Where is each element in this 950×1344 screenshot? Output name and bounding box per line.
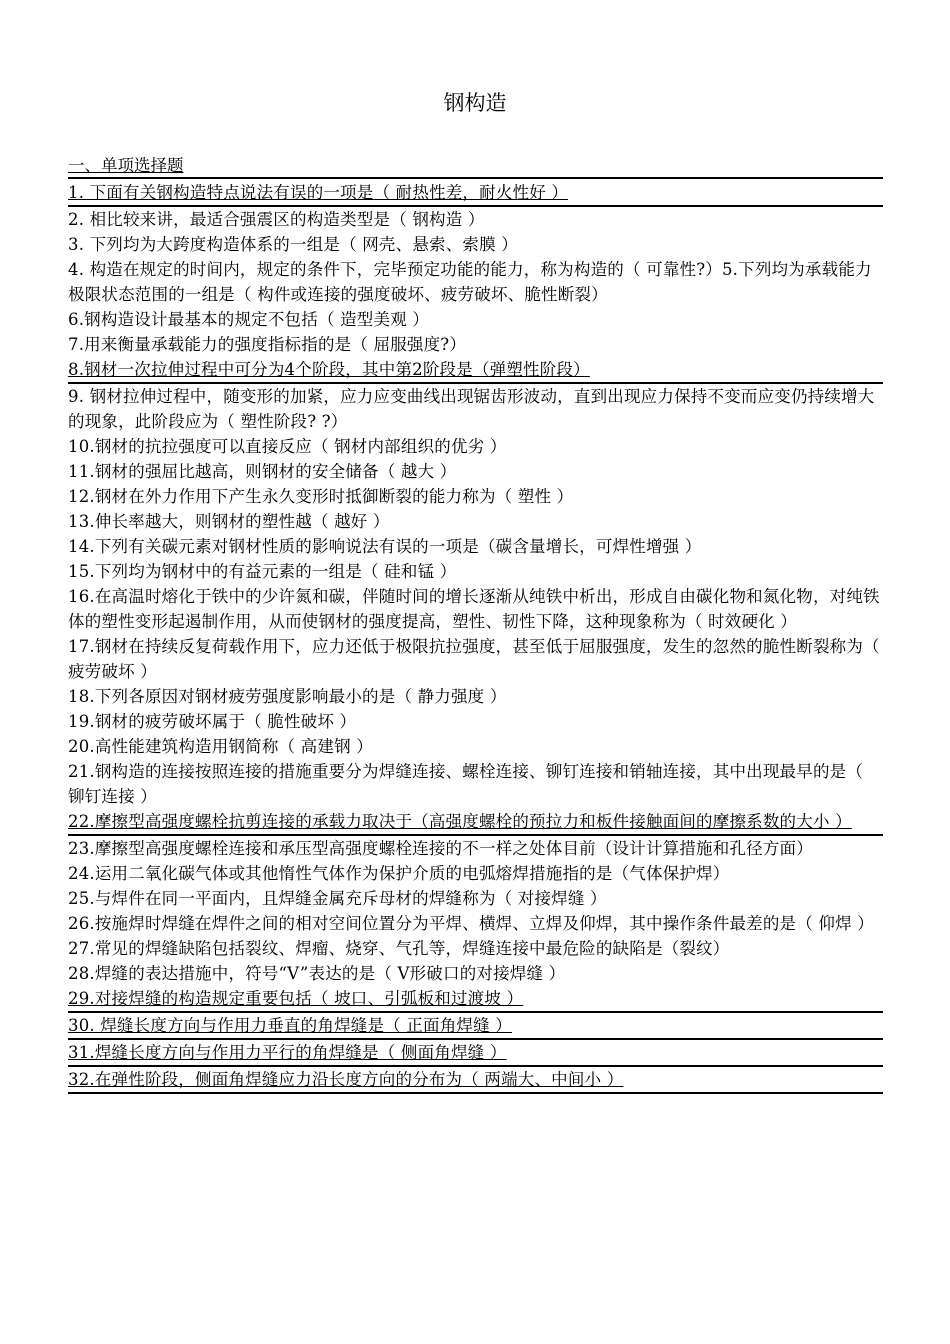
question-item: 16.在高温时熔化于铁中的少许氮和碳，伴随时间的增长逐渐从纯铁中析出，形成自由碳化物和氮化物，对纯铁体的塑性变形起遏制作用，从而使钢材的强度提高，塑性、韧性下降，这种现象称为（ 时效硬化 ） (68, 587, 880, 631)
question-item: 22.摩擦型高强度螺栓抗剪连接的承载力取决于（高强度螺栓的预拉力和板件接触面间的摩擦系数的大小 ） (68, 809, 883, 836)
question-item: 27.常见的焊缝缺陷包括裂纹、焊瘤、烧穿、气孔等，焊缝连接中最危险的缺陷是（裂纹） (68, 939, 730, 958)
question-item: 23.摩擦型高强度螺栓连接和承压型高强度螺栓连接的不一样之处体目前（设计计算措施和孔径方面） (68, 839, 813, 858)
question-item: 29.对接焊缝的构造规定重要包括（ 坡口、引弧板和过渡坡 ） (68, 986, 883, 1013)
question-item: 28.焊缝的表达措施中，符号“V”表达的是（ V形破口的对接焊缝 ） (68, 964, 566, 983)
document-title: 钢构造 (443, 91, 507, 115)
question-item: 4. 构造在规定的时间内，规定的条件下，完毕预定功能的能力，称为构造的（ 可靠性?）5.下列均为承载能力极限状态范围的一组是（ 构件或连接的强度破坏、疲劳破坏、脆性断裂） (68, 260, 872, 304)
question-item: 8.钢材一次拉伸过程中可分为4个阶段，其中第2阶段是（弹塑性阶段） (68, 357, 883, 384)
question-item: 3. 下列均为大跨度构造体系的一组是（ 网壳、悬索、索膜 ） (68, 235, 518, 254)
question-item: 14.下列有关碳元素对钢材性质的影响说法有误的一项是（碳含量增长，可焊性增强 ） (68, 537, 702, 556)
question-item: 31.焊缝长度方向与作用力平行的角焊缝是（ 侧面角焊缝 ） (68, 1040, 883, 1067)
question-item: 32.在弹性阶段，侧面角焊缝应力沿长度方向的分布为（ 两端大、中间小 ） (68, 1067, 883, 1094)
question-item: 20.高性能建筑构造用钢简称（ 高建钢 ） (68, 737, 373, 756)
question-item: 21.钢构造的连接按照连接的措施重要分为焊缝连接、螺栓连接、铆钉连接和销轴连接，其中出现最早的是（ 铆钉连接 ） (68, 762, 864, 806)
question-item: 17.钢材在持续反复荷载作用下，应力还低于极限抗拉强度，甚至低于屈服强度，发生的忽然的脆性断裂称为（ 疲劳破坏 ） (68, 637, 880, 681)
divider-rule (68, 177, 883, 179)
question-item: 18.下列各原因对钢材疲劳强度影响最小的是（ 静力强度 ） (68, 687, 507, 706)
question-item: 2. 相比较来讲，最适合强震区的构造类型是（ 钢构造 ） (68, 210, 485, 229)
question-item: 10.钢材的抗拉强度可以直接反应（ 钢材内部组织的优劣 ） (68, 437, 507, 456)
question-item: 30. 焊缝长度方向与作用力垂直的角焊缝是（ 正面角焊缝 ） (68, 1013, 883, 1040)
question-item: 7.用来衡量承载能力的强度指标指的是（ 屈服强度?） (68, 335, 467, 354)
question-item: 12.钢材在外力作用下产生永久变形时抵御断裂的能力称为（ 塑性 ） (68, 487, 574, 506)
question-item: 9. 钢材拉伸过程中，随变形的加紧，应力应变曲线出现锯齿形波动，直到出现应力保持不变而应变仍持续增大的现象，此阶段应为（ 塑性阶段? ?） (68, 387, 875, 431)
question-item: 13.伸长率越大，则钢材的塑性越（ 越好 ） (68, 512, 390, 531)
section-heading: 一、单项选择题 (68, 156, 184, 175)
question-item: 1. 下面有关钢构造特点说法有误的一项是（ 耐热性差，耐火性好 ） (68, 180, 883, 207)
question-item: 11.钢材的强屈比越高，则钢材的安全储备（ 越大 ） (68, 462, 457, 481)
question-item: 15.下列均为钢材中的有益元素的一组是（ 硅和锰 ） (68, 562, 457, 581)
question-item: 26.按施焊时焊缝在焊件之间的相对空间位置分为平焊、横焊、立焊及仰焊，其中操作条件最差的是（ 仰焊 ） (68, 914, 874, 933)
question-item: 6.钢构造设计最基本的规定不包括（ 造型美观 ） (68, 310, 430, 329)
question-list (68, 153, 883, 1094)
question-item: 19.钢材的疲劳破坏属于（ 脆性破坏 ） (68, 712, 357, 731)
question-item: 25.与焊件在同一平面内，且焊缝金属充斥母材的焊缝称为（ 对接焊缝 ） (68, 889, 607, 908)
question-item: 24.运用二氧化碳气体或其他惰性气体作为保护介质的电弧熔焊措施指的是（气体保护焊） (68, 864, 730, 883)
